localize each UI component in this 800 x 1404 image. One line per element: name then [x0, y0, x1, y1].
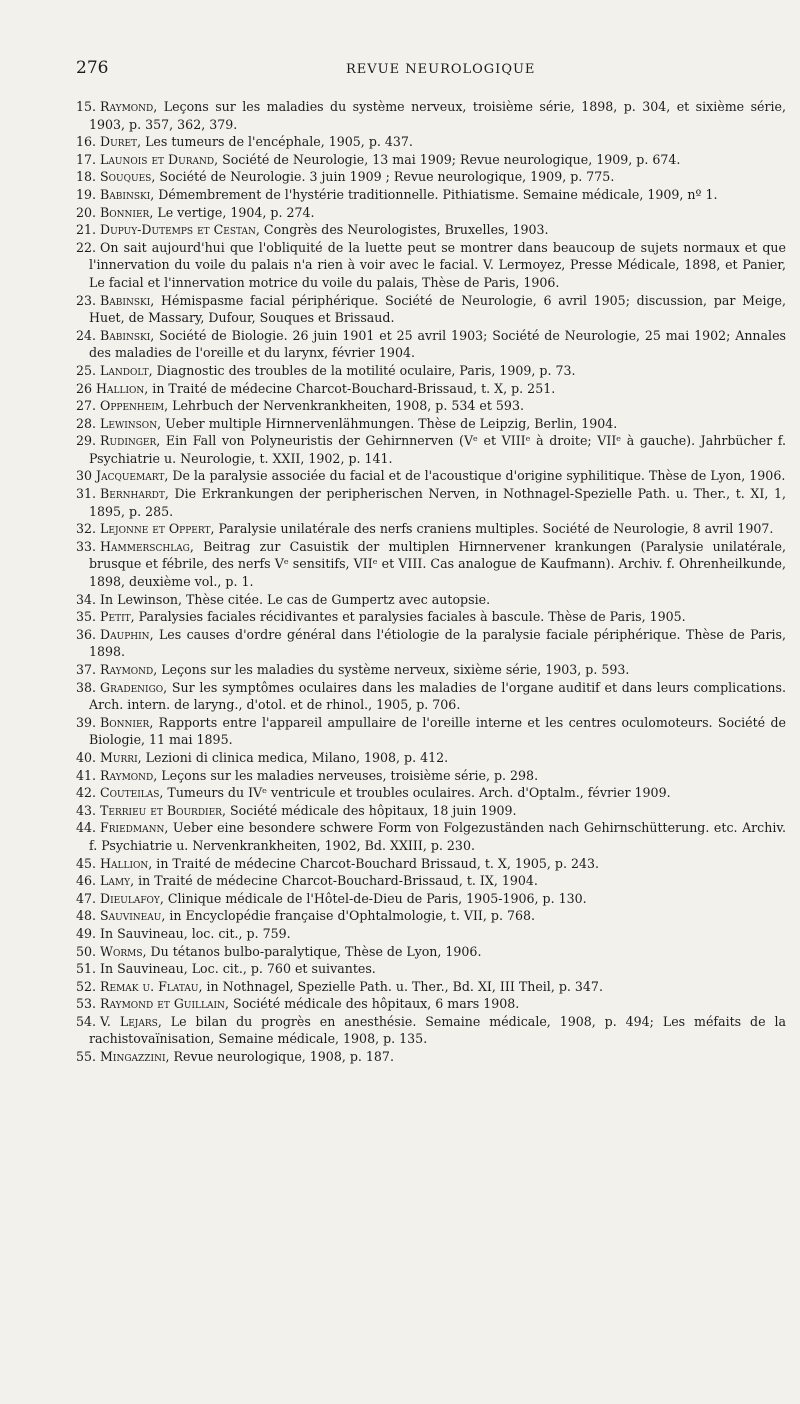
reference-number: 31. [76, 486, 97, 502]
reference-number: 37. [76, 662, 97, 677]
reference-text: , Hémispasme facial périphérique. Société de Neurologie, 6 avril 1905; discussion, par Meige, Huet, de Massary, Dufour, Souques et Brissaud. [89, 292, 786, 326]
reference-author: Launois et Durand [100, 151, 215, 167]
reference-item [76, 784, 786, 802]
reference-number: 40. [76, 749, 97, 765]
reference-item [76, 626, 786, 661]
reference-author: Couteilas [100, 785, 160, 801]
reference-item [76, 204, 786, 222]
reference-number: 26 [76, 380, 93, 396]
reference-author: V. Lejars [100, 1013, 158, 1029]
reference-number: 50. [76, 943, 97, 959]
reference-number: 23. [76, 292, 97, 308]
reference-item [76, 872, 786, 890]
reference-text: , Société de Neurologie. 3 juin 1909 ; Revue neurologique, 1909, p. 775. [151, 169, 615, 185]
reference-item [76, 608, 786, 626]
reference-item [76, 1013, 786, 1048]
reference-author: Lamy [100, 873, 131, 889]
reference-text: , Paralysies faciales récidivantes et paralysies faciales à bascule. Thèse de Paris, 1905. [130, 609, 686, 625]
reference-item [76, 802, 786, 820]
reference-number: 35. [76, 609, 97, 625]
reference-number: 34. [76, 591, 97, 607]
reference-number: 29. [76, 433, 97, 449]
reference-text: , Ueber eine besondere schwere Form von Folgezuständen nach Gehirnschütterung. etc. Archiv. f. Psychiatrie u. Nervenkrankheiten, 1902, Bd. XXIII, p. 230. [89, 820, 786, 853]
reference-number: 30 [76, 468, 93, 484]
reference-text: , Société médicale des hôpitaux, 18 juin 1909. [221, 802, 517, 818]
reference-text: , Revue neurologique, 1908, p. 187. [165, 1049, 394, 1065]
reference-item [76, 520, 786, 538]
reference-text: , Diagnostic des troubles de la motilité oculaire, Paris, 1909, p. 73. [148, 362, 576, 378]
reference-number: 22. [76, 239, 97, 255]
reference-author: Babinski [100, 327, 151, 343]
reference-number: 36. [76, 626, 97, 642]
reference-item [76, 890, 786, 908]
reference-author: Worms [100, 943, 143, 959]
reference-number: 44. [76, 820, 97, 836]
reference-item [76, 591, 786, 609]
reference-text: , Sur les symptômes oculaires dans les maladies de l'organe auditif et dans leurs complications. Arch. intern. de laryng., d'otol. et de rhinol., 1905, p. 706. [89, 679, 786, 713]
reference-item [76, 168, 786, 186]
reference-text: , Congrès des Neurologistes, Bruxelles, 1903. [255, 222, 549, 238]
reference-author: Terrieu et Bourdier [100, 802, 222, 818]
reference-author: Murri [100, 749, 138, 765]
reference-number: 53. [76, 996, 97, 1012]
reference-number: 48. [76, 908, 97, 924]
reference-text: , Ueber multiple Hirnnervenlähmungen. Thèse de Leipzig, Berlin, 1904. [157, 415, 618, 431]
reference-author: Raymond [100, 662, 154, 677]
reference-text: , in Traité de médecine Charcot-Bouchard-Brissaud, t. IX, 1904. [130, 873, 538, 889]
reference-author: Bernhardt [100, 486, 165, 502]
reference-author: Babinski [100, 186, 151, 202]
reference-text: , Tumeurs du IVᵉ ventricule et troubles oculaires. Arch. d'Optalm., février 1909. [159, 785, 671, 801]
reference-author: Dieulafoy [100, 890, 160, 906]
page-header [76, 58, 786, 88]
reference-text: On sait aujourd'hui que l'obliquité de la luette peut se montrer dans beaucoup de sujets normaux et que l'innervation du voile du palais n'a rien à voir avec le facial. V. Lermoyez, Presse Médicale, 1898, et Panier, Le facial et l'innervation motrice du voile du palais, Thèse de Paris, 1906. [89, 239, 786, 290]
reference-number: 41. [76, 767, 97, 783]
reference-text: , Société de Neurologie, 13 mai 1909; Revue neurologique, 1909, p. 674. [214, 151, 681, 167]
reference-number: 55. [76, 1049, 97, 1065]
reference-author: Friedmann [100, 820, 165, 836]
reference-text: In Sauvineau, loc. cit., p. 759. [100, 925, 291, 941]
reference-author: Hallion [100, 855, 149, 871]
reference-text: , in Nothnagel, Spezielle Path. u. Ther., Bd. XI, III Theil, p. 347. [198, 978, 603, 994]
reference-number: 33. [76, 538, 97, 554]
reference-text: , Lezioni di clinica medica, Milano, 1908, p. 412. [137, 749, 449, 765]
running-head: REVUE NEUROLOGIQUE [346, 62, 536, 77]
reference-author: Raymond et Guillain [100, 996, 225, 1012]
reference-author: Raymond [100, 99, 154, 114]
reference-author: Dupuy-Dutemps et Cestan [100, 222, 256, 238]
reference-text: , Die Erkrankungen der peripherischen Nerven, in Nothnagel-Spezielle Path. u. Ther., t. XI, 1, 1895, p. 285. [89, 486, 786, 519]
reference-item [76, 327, 786, 362]
reference-author: Rudinger [100, 433, 157, 449]
reference-item [76, 819, 786, 854]
reference-item [76, 767, 786, 785]
reference-number: 52. [76, 978, 97, 994]
reference-text: , Rapports entre l'appareil ampullaire de l'oreille interne et les centres oculomoteurs. Société de Biologie, 11 mai 1895. [89, 714, 786, 748]
reference-item [76, 186, 786, 204]
reference-text: , Leçons sur les maladies nerveuses, troisième série, p. 298. [153, 767, 539, 783]
reference-text: , De la paralysie associée du facial et de l'acoustique d'origine syphilitique. Thèse de Lyon, 1906. [164, 468, 786, 484]
reference-item [76, 538, 786, 591]
reference-author: Babinski [100, 292, 151, 308]
reference-number: 46. [76, 873, 97, 889]
reference-number: 54. [76, 1013, 97, 1029]
reference-author: Landolt [100, 362, 149, 378]
reference-text: , Lehrbuch der Nervenkrankheiten, 1908, p. 534 et 593. [164, 398, 524, 414]
reference-item [76, 907, 786, 925]
reference-text: , Leçons sur les maladies du système nerveux, sixième série, 1903, p. 593. [153, 662, 630, 677]
reference-item [76, 98, 786, 133]
reference-item [76, 397, 786, 415]
reference-number: 51. [76, 961, 97, 977]
reference-number: 16. [76, 134, 97, 150]
reference-number: 45. [76, 855, 97, 871]
reference-author: Remak u. Flatau [100, 978, 199, 994]
reference-author: Hammerschlag [100, 538, 190, 554]
reference-item [76, 925, 786, 943]
reference-text: , in Traité de médecine Charcot-Bouchard Brissaud, t. X, 1905, p. 243. [148, 855, 600, 871]
reference-text: , Leçons sur les maladies du système nerveux, troisième série, 1898, p. 304, et sixième série, 1903, p. 357, 362, 379. [89, 99, 786, 132]
reference-text: , Du tétanos bulbo-paralytique, Thèse de Lyon, 1906. [142, 943, 482, 959]
reference-author: Lewinson [100, 415, 158, 431]
reference-item [76, 1048, 786, 1066]
reference-item [76, 239, 786, 292]
reference-author: Bonnier [100, 204, 150, 220]
reference-text: , Clinique médicale de l'Hôtel-de-Dieu de Paris, 1905-1906, p. 130. [159, 890, 587, 906]
reference-item [76, 960, 786, 978]
reference-item [76, 714, 786, 749]
reference-text: In Sauvineau, Loc. cit., p. 760 et suivantes. [100, 961, 376, 977]
reference-text: , Démembrement de l'hystérie traditionnelle. Pithiatisme. Semaine médicale, 1909, nº 1. [150, 186, 718, 202]
reference-item [76, 380, 786, 398]
reference-text: , Beitrag zur Casuistik der multiplen Hirnnervener krankungen (Paralysie unilatérale, brusque et fébrile, des nerfs Vᵉ sensitifs, VIIᵉ et VIII. Cas analogue de Kaufmann). Archiv. f. Ohrenheilkunde, 1898, deuxième vol., p. 1. [89, 538, 786, 590]
reference-number: 39. [76, 714, 97, 730]
reference-author: Mingazzini [100, 1049, 166, 1065]
reference-text: , in Encyclopédie française d'Ophtalmologie, t. VII, p. 768. [161, 908, 536, 924]
reference-text: , Les tumeurs de l'encéphale, 1905, p. 437. [137, 134, 413, 150]
reference-number: 38. [76, 679, 97, 695]
reference-number: 27. [76, 398, 97, 414]
reference-number: 24. [76, 327, 97, 343]
reference-author: Dauphin [100, 626, 150, 642]
reference-item [76, 855, 786, 873]
reference-number: 43. [76, 802, 97, 818]
reference-number: 20. [76, 204, 97, 220]
reference-author: Raymond [100, 767, 154, 783]
reference-number: 19. [76, 186, 97, 202]
reference-author: Hallion [96, 380, 145, 396]
reference-author: Gradenigo [100, 679, 164, 695]
reference-text: , Société de Biologie. 26 juin 1901 et 25 avril 1903; Société de Neurologie, 25 mai 1902; Annales des maladies de l'oreille et du larynx, février 1904. [89, 327, 786, 361]
reference-number: 32. [76, 521, 97, 537]
reference-author: Souques [100, 169, 152, 185]
reference-text: , Paralysie unilatérale des nerfs craniens multiples. Société de Neurologie, 8 avril 1907. [210, 521, 774, 537]
reference-number: 15. [76, 99, 97, 114]
reference-text: , Le vertige, 1904, p. 274. [149, 204, 315, 220]
page-number: 276 [76, 58, 109, 78]
reference-item [76, 995, 786, 1013]
reference-item [76, 661, 786, 679]
reference-text: , Ein Fall von Polyneuristis der Gehirnnerven (Vᵉ et VIIIᵉ à droite; VIIᵉ à gauche). Jahrbücher f. Psychiatrie u. Neurologie, t. XXII, 1902, p. 141. [89, 433, 786, 466]
reference-item [76, 467, 786, 485]
reference-number: 18. [76, 169, 97, 185]
reference-item [76, 978, 786, 996]
reference-number: 28. [76, 415, 97, 431]
reference-item [76, 133, 786, 151]
reference-item [76, 432, 786, 467]
reference-item [76, 943, 786, 961]
reference-number: 17. [76, 151, 97, 167]
reference-number: 49. [76, 925, 97, 941]
reference-item [76, 679, 786, 714]
reference-author: Duret [100, 134, 138, 150]
reference-author: Lejonne et Oppert [100, 521, 211, 537]
reference-item [76, 292, 786, 327]
reference-item [76, 362, 786, 380]
reference-item [76, 485, 786, 520]
reference-text: , Les causes d'ordre général dans l'étiologie de la paralysie faciale périphérique. Thèse de Paris, 1898. [89, 626, 786, 660]
reference-author: Oppenheim [100, 398, 165, 414]
reference-author: Sauvineau [100, 908, 162, 924]
reference-number: 47. [76, 890, 97, 906]
reference-item [76, 151, 786, 169]
reference-item [76, 749, 786, 767]
reference-author: Jacquemart [96, 468, 165, 484]
reference-text: , in Traité de médecine Charcot-Bouchard-Brissaud, t. X, p. 251. [144, 380, 556, 396]
reference-item [76, 221, 786, 239]
reference-number: 42. [76, 785, 97, 801]
reference-list [76, 98, 786, 1066]
reference-number: 21. [76, 222, 97, 238]
reference-author: Petit [100, 609, 131, 625]
reference-item [76, 415, 786, 433]
reference-text: , Le bilan du progrès en anesthésie. Semaine médicale, 1908, p. 494; Les méfaits de la rachistovaïnisation, Semaine médicale, 1908, p. 135. [89, 1013, 786, 1047]
reference-number: 25. [76, 362, 97, 378]
reference-text: , Société médicale des hôpitaux, 6 mars 1908. [224, 996, 520, 1012]
reference-text: In Lewinson, Thèse citée. Le cas de Gumpertz avec autopsie. [100, 591, 491, 607]
reference-author: Bonnier [100, 714, 150, 730]
